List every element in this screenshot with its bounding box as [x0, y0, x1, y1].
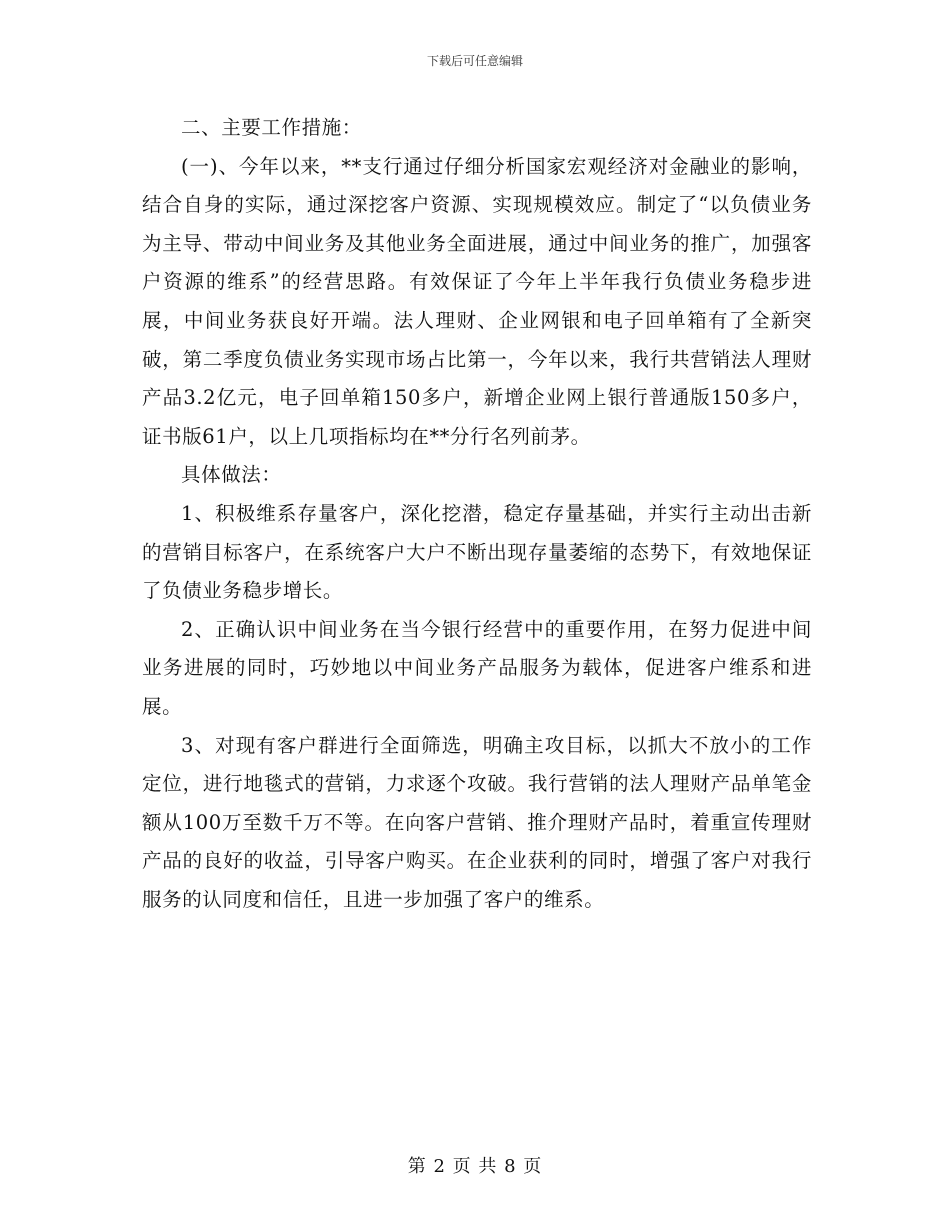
header-note: 下载后可任意编辑 — [426, 54, 523, 68]
document-body — [142, 109, 812, 919]
paragraph-method-1: 1、积极维系存量客户，深化挖潜，稳定存量基础，并实行主动出击新的营销目标客户，在系统客户大户不断出现存量萎缩的态势下，有效地保证了负债业务稳步增长。 — [142, 501, 812, 603]
paragraph-method-2: 2、正确认识中间业务在当今银行经营中的重要作用，在努力促进中间业务进展的同时，巧妙地以中间业务产品服务为载体，促进客户维系和进展。 — [142, 617, 812, 718]
paragraph-overview: (一)、今年以来，**支行通过仔细分析国家宏观经济对金融业的影响，结合自身的实际，通过深挖客户资源、实现规模效应。制定了“以负债业务为主导、带动中间业务及其他业务全面进展，通过中间业务的推广，加强客户资源的维系”的经营思路。有效保证了今年上半年我行负债业务稳步进展，中间业务获良好开端。法人理财、企业网银和电子回单箱有了全新突破，第二季度负债业务实现市场占比第一，今年以来，我行共营销法人理财产品3.2亿元，电子回单箱150多户，新增企业网上银行普通版150多户，证书版61户，以上几项指标均在**分行名列前茅。 — [142, 154, 812, 448]
paragraph-method-3: 3、对现有客户群进行全面筛选，明确主攻目标，以抓大不放小的工作定位，进行地毯式的营销，力求逐个攻破。我行营销的法人理财产品单笔金额从100万至数千万不等。在向客户营销、推介理财产品时，着重宣传理财产品的良好的收益，引导客户购买。在企业获利的同时，增强了客户对我行服务的认同度和信任，且进一步加强了客户的维系。 — [142, 733, 812, 911]
section-heading: 二、主要工作措施： — [181, 116, 362, 139]
page-number: 第 2 页 共 8 页 — [407, 1156, 543, 1177]
subheading-methods: 具体做法： — [181, 463, 282, 487]
